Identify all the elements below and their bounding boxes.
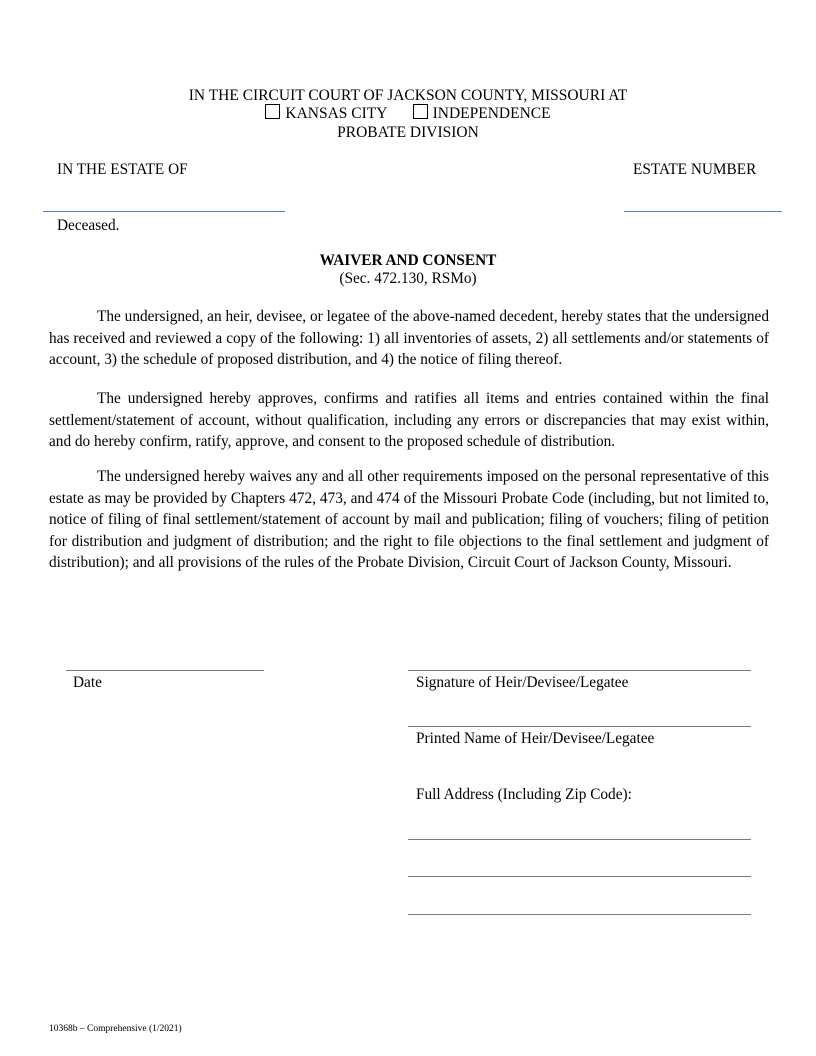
estate-number-label: ESTATE NUMBER (633, 161, 757, 178)
paragraph-approval (49, 388, 769, 453)
paragraph-receipt-text: The undersigned, an heir, devisee, or legatee of the above-named decedent, hereby states that the undersigned has received and reviewed a copy of the following: 1) all inventories of assets, 2) all settlements and/or statements of account, 3) the schedule of proposed distribution, and 4) the notice of filing thereof. (49, 308, 769, 368)
independence-label: INDEPENDENCE (432, 105, 551, 122)
kansas-city-checkbox[interactable] (265, 104, 280, 119)
kansas-city-option[interactable] (265, 105, 390, 122)
court-heading: IN THE CIRCUIT COURT OF JACKSON COUNTY, MISSOURI AT (188, 87, 628, 104)
location-options (0, 104, 816, 123)
paragraph-receipt (49, 306, 769, 371)
address-line-1-field[interactable] (408, 839, 751, 840)
document-title: WAIVER AND CONSENT (319, 252, 497, 269)
deceased-label: Deceased. (57, 217, 120, 234)
printed-name-field[interactable] (408, 726, 751, 727)
statute-reference: (Sec. 472.130, RSMo) (339, 270, 477, 287)
estate-number-field[interactable] (624, 211, 782, 212)
paragraph-approval-text: The undersigned hereby approves, confirms and ratifies all items and entries contained within the final settlement/statement of account, without qualification, including any errors or discrepancies that may exist within, and do hereby confirm, ratify, approve, and consent to the proposed schedule of distribution. (49, 390, 769, 450)
signature-label: Signature of Heir/Devisee/Legatee (416, 674, 629, 691)
date-label: Date (73, 674, 102, 691)
kansas-city-label: KANSAS CITY (285, 105, 387, 122)
estate-of-label: IN THE ESTATE OF (57, 161, 188, 178)
printed-name-label: Printed Name of Heir/Devisee/Legatee (416, 730, 655, 747)
paragraph-waiver-text: The undersigned hereby waives any and all other requirements imposed on the personal representative of this estate as may be provided by Chapters 472, 473, and 474 of the Missouri Probate Code (including, but not limited to, notice of filing of final settlement/statement of account by mail and publication; filing of vouchers; filing of petition for distribution and judgment of distribution; and the right to file objections to the final settlement and judgment of distribution); and all provisions of the rules of the Probate Division, Circuit Court of Jackson County, Missouri. (49, 468, 769, 571)
signature-field[interactable] (408, 670, 751, 671)
address-label: Full Address (Including Zip Code): (416, 786, 632, 803)
independence-option[interactable] (409, 105, 551, 122)
address-line-2-field[interactable] (408, 876, 751, 877)
division-heading: PROBATE DIVISION (337, 124, 479, 141)
date-field[interactable] (66, 670, 264, 671)
independence-checkbox[interactable] (413, 104, 428, 119)
form-identifier: 10368b – Comprehensive (1/2021) (49, 1024, 182, 1034)
estate-name-field[interactable] (43, 211, 285, 212)
paragraph-waiver (49, 466, 769, 574)
address-line-3-field[interactable] (408, 914, 751, 915)
